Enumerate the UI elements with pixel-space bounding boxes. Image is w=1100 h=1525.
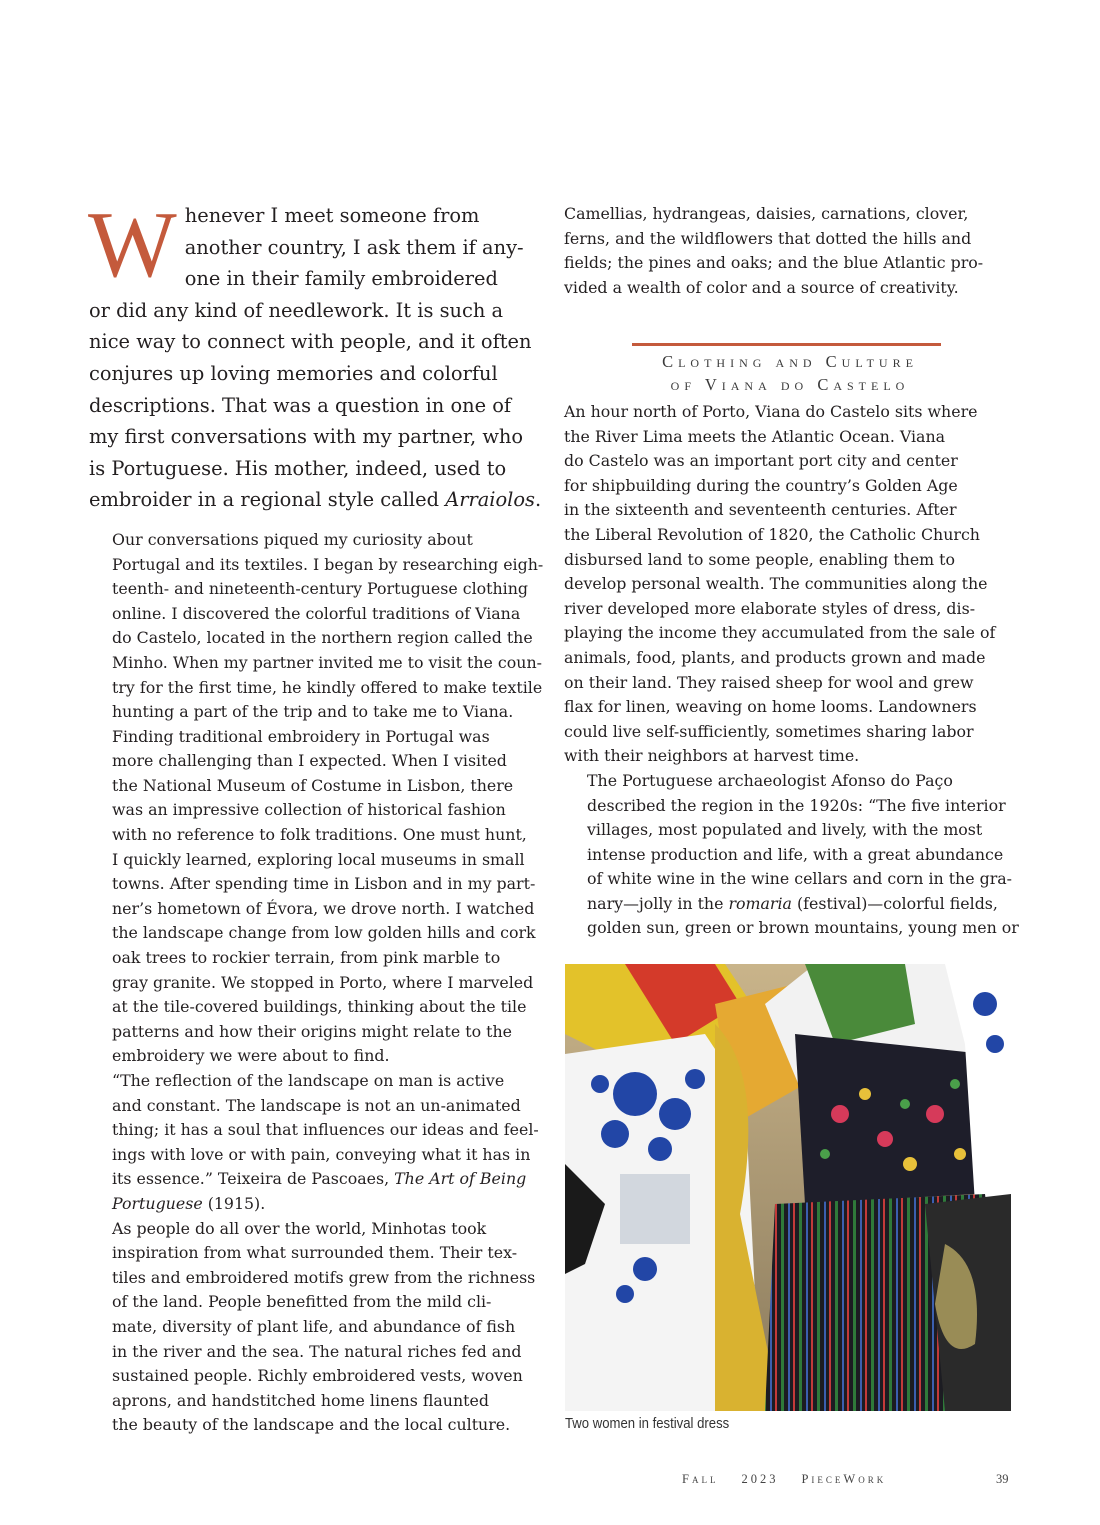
festival-photo bbox=[565, 964, 1011, 1411]
intro-line: nice way to connect with people, and it often bbox=[89, 330, 532, 354]
intro-line: one in their family embroidered bbox=[184, 267, 498, 291]
text-line: ings with love or with pain, conveying what it has in bbox=[112, 1144, 531, 1164]
text-line: villages, most populated and lively, with the most bbox=[587, 820, 983, 840]
intro-line: henever I meet someone from bbox=[184, 204, 480, 227]
intro-line: my first conversations with my partner, who bbox=[89, 425, 524, 449]
text-line: Our conversations piqued my curiosity about bbox=[112, 529, 473, 549]
intro-line: another country, I ask them if any- bbox=[184, 235, 524, 259]
paragraph bbox=[89, 1217, 537, 1438]
text-line: river developed more elaborate styles of dress, dis- bbox=[564, 598, 976, 618]
text-line: and constant. The landscape is not an un-animated bbox=[112, 1095, 521, 1115]
text-line: oak trees to rockier terrain, from pink marble to bbox=[112, 948, 501, 968]
text-line: hunting a part of the trip and to take me to Viana. bbox=[112, 702, 514, 722]
right-body-text bbox=[564, 400, 1019, 941]
book-title: Portuguese bbox=[112, 1193, 203, 1213]
text-line: An hour north of Porto, Viana do Castelo sits where bbox=[564, 402, 978, 421]
text-line: on their land. They raised sheep for wool and grew bbox=[564, 672, 974, 692]
text-line: could live self-sufficiently, sometimes sharing labor bbox=[564, 721, 974, 741]
text-line: As people do all over the world, Minhotas took bbox=[112, 1218, 487, 1238]
intro-paragraph bbox=[88, 193, 542, 516]
book-title: The Art of Being bbox=[394, 1169, 527, 1189]
text-line: described the region in the 1920s: “The five interior bbox=[587, 795, 1006, 815]
text-line: inspiration from what surrounded them. Their tex- bbox=[112, 1243, 518, 1263]
text-line: more challenging than I expected. When I visited bbox=[112, 751, 507, 771]
intro-line: is Portuguese. His mother, indeed, used to bbox=[89, 456, 507, 480]
text-line: I quickly learned, exploring local museums in small bbox=[112, 849, 525, 869]
paragraph bbox=[564, 202, 1016, 300]
paragraph bbox=[564, 400, 1016, 769]
text-line: embroidery we were about to find. bbox=[112, 1046, 390, 1066]
right-column-section bbox=[564, 400, 1019, 941]
text-line: (1915). bbox=[202, 1193, 266, 1213]
text-line: teenth- and nineteenth-century Portuguese clothing bbox=[112, 579, 528, 599]
text-line: do Castelo was an important port city and center bbox=[564, 451, 958, 471]
intro-line: conjures up loving memories and colorful bbox=[89, 361, 498, 385]
text-line: Camellias, hydrangeas, daisies, carnations, clover, bbox=[564, 204, 969, 223]
text-line: Finding traditional embroidery in Portugal was bbox=[112, 726, 490, 746]
page-footer bbox=[682, 1472, 909, 1487]
text-line: gray granite. We stopped in Porto, where I marveled bbox=[112, 972, 534, 992]
text-line: online. I discovered the colorful traditions of Viana bbox=[112, 603, 521, 623]
text-line: of the land. People benefitted from the mild cli- bbox=[112, 1292, 492, 1312]
text-line: sustained people. Richly embroidered vests, woven bbox=[112, 1366, 523, 1386]
section-heading bbox=[564, 350, 1016, 396]
text-line: vided a wealth of color and a source of creativity. bbox=[564, 277, 959, 297]
text-line: intense production and life, with a great abundance bbox=[587, 844, 1004, 864]
text-line: Minho. When my partner invited me to visit the coun- bbox=[112, 652, 542, 672]
text-line: ferns, and the wildflowers that dotted the hills and bbox=[564, 228, 972, 248]
text-line: playing the income they accumulated from the sale of bbox=[564, 623, 996, 643]
text-line: towns. After spending time in Lisbon and in my part- bbox=[112, 874, 536, 894]
text-line: tiles and embroidered motifs grew from the richness bbox=[112, 1267, 536, 1287]
text-line: (festival)—colorful fields, bbox=[791, 893, 998, 913]
intro-end-punct: . bbox=[535, 488, 542, 512]
text-line: Portugal and its textiles. I began by researching eigh- bbox=[112, 554, 544, 574]
text-line: with their neighbors at harvest time. bbox=[564, 746, 860, 766]
intro-line: descriptions. That was a question in one of bbox=[89, 393, 512, 417]
text-line: do Castelo, located in the northern region called the bbox=[112, 628, 533, 648]
text-line: fields; the pines and oaks; and the blue Atlantic pro- bbox=[564, 253, 984, 273]
text-line: aprons, and handstitched home linens flaunted bbox=[112, 1390, 489, 1410]
text-line: the National Museum of Costume in Lisbon, there bbox=[112, 775, 514, 795]
section-divider bbox=[632, 343, 941, 346]
text-line: was an impressive collection of historical fashion bbox=[112, 800, 506, 820]
text-line: mate, diversity of plant life, and abundance of fish bbox=[112, 1316, 516, 1336]
text-line: the River Lima meets the Atlantic Ocean. Viana bbox=[564, 426, 946, 446]
text-line: patterns and how their origins might relate to the bbox=[112, 1021, 512, 1041]
left-body-text bbox=[89, 528, 544, 1438]
text-line: of white wine in the wine cellars and corn in the gra- bbox=[587, 869, 1013, 889]
text-line: develop personal wealth. The communities along the bbox=[564, 574, 988, 594]
section-heading-line: Clothing and Culture bbox=[662, 352, 918, 371]
footer-magazine: PieceWork bbox=[801, 1472, 887, 1486]
text-line: The Portuguese archaeologist Afonso do Paço bbox=[587, 770, 953, 790]
text-line: the beauty of the landscape and the local culture. bbox=[112, 1415, 511, 1435]
text-line: “The reflection of the landscape on man is active bbox=[112, 1071, 505, 1090]
italic-word: romaria bbox=[728, 893, 792, 913]
text-line: thing; it has a soul that influences our ideas and feel- bbox=[112, 1120, 539, 1140]
text-line: animals, food, plants, and products grown and made bbox=[564, 647, 986, 667]
paragraph bbox=[89, 1069, 537, 1217]
text-line: flax for linen, weaving on home looms. Landowners bbox=[564, 697, 977, 717]
page-number: 39 bbox=[996, 1472, 1009, 1486]
footer-year: 2023 bbox=[741, 1472, 779, 1486]
text-line: in the river and the sea. The natural riches fed and bbox=[112, 1341, 522, 1361]
text-line: with no reference to folk traditions. One must hunt, bbox=[112, 825, 527, 845]
drop-cap: W bbox=[88, 193, 177, 297]
left-column bbox=[88, 193, 544, 1438]
intro-line: embroider in a regional style called bbox=[89, 488, 446, 512]
paragraph bbox=[89, 528, 544, 725]
intro-line: or did any kind of needlework. It is such a bbox=[89, 298, 504, 322]
italic-term: Arraiolos bbox=[445, 488, 535, 512]
text-line: try for the first time, he kindly offered to make textile bbox=[112, 677, 543, 697]
right-column bbox=[564, 202, 1016, 300]
text-line: at the tile-covered buildings, thinking about the tile bbox=[112, 997, 527, 1017]
text-line: ner’s hometown of Évora, we drove north. I watched bbox=[112, 898, 535, 918]
text-line: the landscape change from low golden hills and cork bbox=[112, 923, 536, 943]
text-line: in the sixteenth and seventeenth centuries. After bbox=[564, 500, 957, 520]
festival-dress-image bbox=[565, 964, 1011, 1411]
text-line: its essence.” Teixeira de Pascoaes, bbox=[112, 1169, 395, 1189]
text-line: golden sun, green or brown mountains, young men or bbox=[587, 918, 1019, 938]
text-line: disbursed land to some people, enabling them to bbox=[564, 549, 956, 569]
paragraph bbox=[89, 725, 537, 1069]
text-line: nary—jolly in the bbox=[587, 893, 729, 913]
section-heading-line: of Viana do Castelo bbox=[670, 375, 910, 394]
footer-season: Fall bbox=[682, 1472, 719, 1486]
paragraph bbox=[564, 769, 1019, 941]
right-body-continued bbox=[564, 202, 1016, 300]
text-line: the Liberal Revolution of 1820, the Catholic Church bbox=[564, 524, 980, 544]
photo-caption: Two women in festival dress bbox=[565, 1416, 730, 1432]
text-line: for shipbuilding during the country’s Golden Age bbox=[564, 475, 958, 495]
